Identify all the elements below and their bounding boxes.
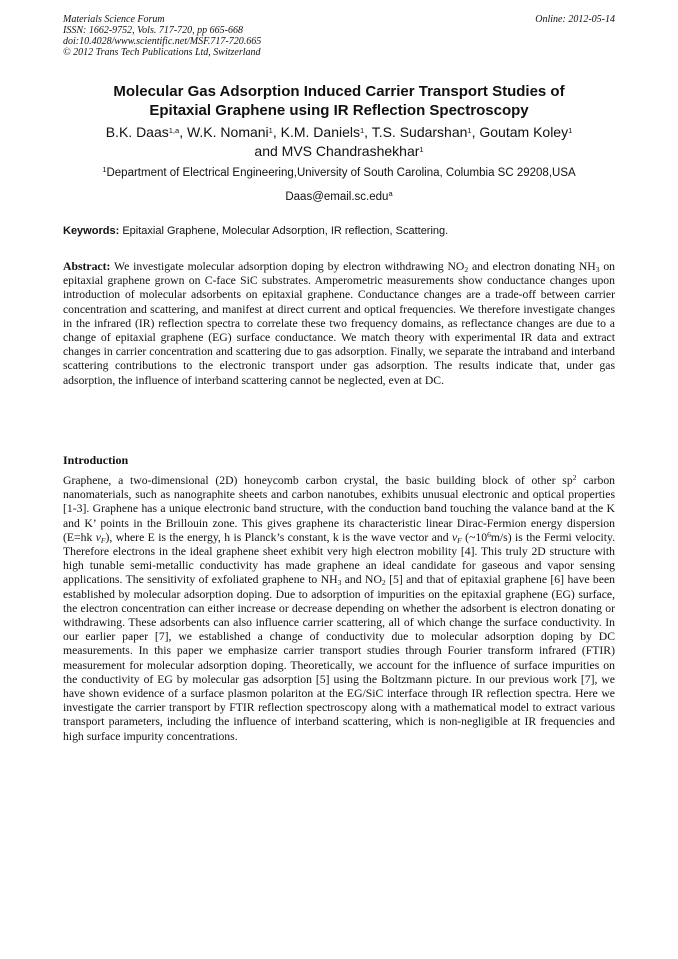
subscript: 2 (381, 578, 386, 588)
contact-email (63, 190, 615, 204)
keywords (63, 224, 615, 238)
author-name: T.S. Sudarshan (371, 124, 468, 140)
intro-text: m/s) is the Fermi velocity. Therefore electrons in the ideal graphene sheet exhibit very high electron mobility [4]. This truly 2D structure with high tunable semi-metallic conductivity has made graphene an ideal candidate for gaseous and vapor sensing applications. The sensitivity of exfoliated graphene to NH (63, 530, 616, 587)
abstract (63, 260, 615, 388)
affiliation-mark: 1 (102, 165, 107, 174)
affiliation (63, 166, 615, 180)
intro-text: and NO (344, 573, 382, 587)
author-affiliation-mark: 1 (467, 126, 472, 135)
paper-title (63, 82, 615, 120)
email-mark: a (388, 189, 393, 198)
journal-name: Materials Science Forum (63, 14, 165, 25)
title-line-1: Molecular Gas Adsorption Induced Carrier Transport Studies of (113, 83, 565, 100)
online-date: Online: 2012-05-14 (535, 14, 615, 25)
abstract-text: on epitaxial graphene grown on C-face SiC substrates. Amperometric measurements show conductance changes upon introduction of molecular adsorbents on epitaxial graphene. Conductance changes are a trade-off between carrier concentration and scattering, and manifest at direct current and optical frequencies. We therefore investigate changes in the infrared (IR) reflection spectra to correlate these two frequency domains, as reflectance changes are due to a change of epitaxial graphene (EG) surface conductance. We match theory with experimental IR data and extract changes in carrier concentration and scattering due to gas adsorption. Finally, we separate the intraband and interband scattering contributions to the electronic transport under gas adsorption. The results indicate that, under gas adsorption, the influence of interband scattering cannot be neglected, even at DC. (63, 260, 615, 387)
author-conjunction: and (254, 143, 278, 159)
intro-text: ), where E is the energy, h is Planck’s constant, k is the wave vector and (105, 530, 449, 544)
superscript: 2 (572, 473, 577, 482)
keywords-text: Epitaxial Graphene, Molecular Adsorption, IR reflection, Scattering. (122, 225, 449, 237)
intro-text: Graphene, a two-dimensional (2D) honeycomb carbon crystal, the basic building block of other sp (63, 474, 573, 487)
affiliation-text: Department of Electrical Engineering,University of South Carolina, Columbia SC 29208,USA (106, 167, 576, 179)
keywords-label: Keywords: (63, 225, 120, 237)
title-line-2: Epitaxial Graphene using IR Reflection Spectroscopy (149, 102, 529, 119)
author-name: B.K. Daas (105, 124, 169, 140)
fermi-velocity-symbol: $v_F$ (451, 530, 462, 545)
author-name: Goutam Koley (479, 124, 569, 140)
introduction-body (63, 474, 615, 744)
subscript: 3 (337, 578, 342, 588)
journal-header (63, 14, 615, 58)
author-name: W.K. Nomani (186, 124, 269, 140)
email-address: Daas@email.sc.edu (285, 191, 389, 203)
intro-text: (~10 (465, 530, 488, 544)
intro-text: [5] and that of epitaxial graphene [6] have been established by molecular adsorption doping. Due to adsorption of impurities on the epitaxial graphene (EG) surface, the electron concentration can either increase or decrease depending on whether the adsorbent is electron donating or withdrawing. These adsorbents can also influence carrier scattering, all of which change the surface conductivity. In our earlier paper [7], we established a change of conductivity due to molecular adsorption doping by DC measurements. In this paper we emphasize carrier transport studies through Fourier transform infrared (FTIR) measurement for molecular adsorption doping. Theoretically, we account for the influence of surface impurities on the conductivity of EG by molecular gas adsorption [5] using the Boltzmann picture. In our previous work [7], we have shown evidence of a surface plasmon polariton at the EG/SiC interface through IR reflection spectra. Here we investigate the carrier transport by FTIR reflection spectroscopy along with a mathematical model to extract various transport parameters, including the influence of interband scattering, which is non-negligible at IR frequencies and high surface impurity concentrations. (63, 573, 615, 743)
issn-line: ISSN: 1662-9752, Vols. 717-720, pp 665-668 (63, 25, 243, 36)
author-list: B.K. Daas$^{1,a}$, W.K. Nomani$^1$, K.M. Daniels$^1$, T.S. Sudarshan$^1$, Goutam Koley$^1$ and MVS Chandrashekhar$^1$ (105, 124, 573, 159)
abstract-label: Abstract: (63, 260, 111, 273)
abstract-text: and electron donating NH (471, 260, 596, 273)
author-affiliation-mark: 1 (359, 126, 365, 135)
author-affiliation-mark: 1 (419, 145, 424, 154)
fermi-velocity-symbol: $v_F$ (95, 530, 106, 545)
subscript: 2 (464, 265, 469, 274)
abstract-text: We investigate molecular adsorption doping by electron withdrawing NO (114, 260, 465, 273)
author-name: MVS Chandrashekhar (281, 143, 420, 159)
author-affiliation-mark: 1 (268, 126, 273, 135)
author-affiliation-mark: 1,a (168, 126, 180, 135)
author-affiliation-mark: 1 (568, 126, 573, 135)
intro-text: carbon nanomaterials, such as nanographite sheets and carbon nanotubes, exhibits unusual electronic and optical properties [1-3]. Graphene has a unique electronic band structure, with the conduction band touching the valance band at the K and K’ points in the Brillouin zone. This gives graphene its characteristic linear Dirac-Fermion energy dispersion (E=hk (63, 474, 616, 544)
subscript: 3 (595, 265, 600, 274)
copyright-line: © 2012 Trans Tech Publications Ltd, Switzerland (63, 47, 261, 58)
author-name: K.M. Daniels (280, 124, 360, 140)
doi-line: doi:10.4028/www.scientific.net/MSF.717-720.665 (63, 36, 262, 47)
section-heading-introduction: Introduction (63, 453, 129, 467)
superscript: 6 (487, 529, 491, 539)
